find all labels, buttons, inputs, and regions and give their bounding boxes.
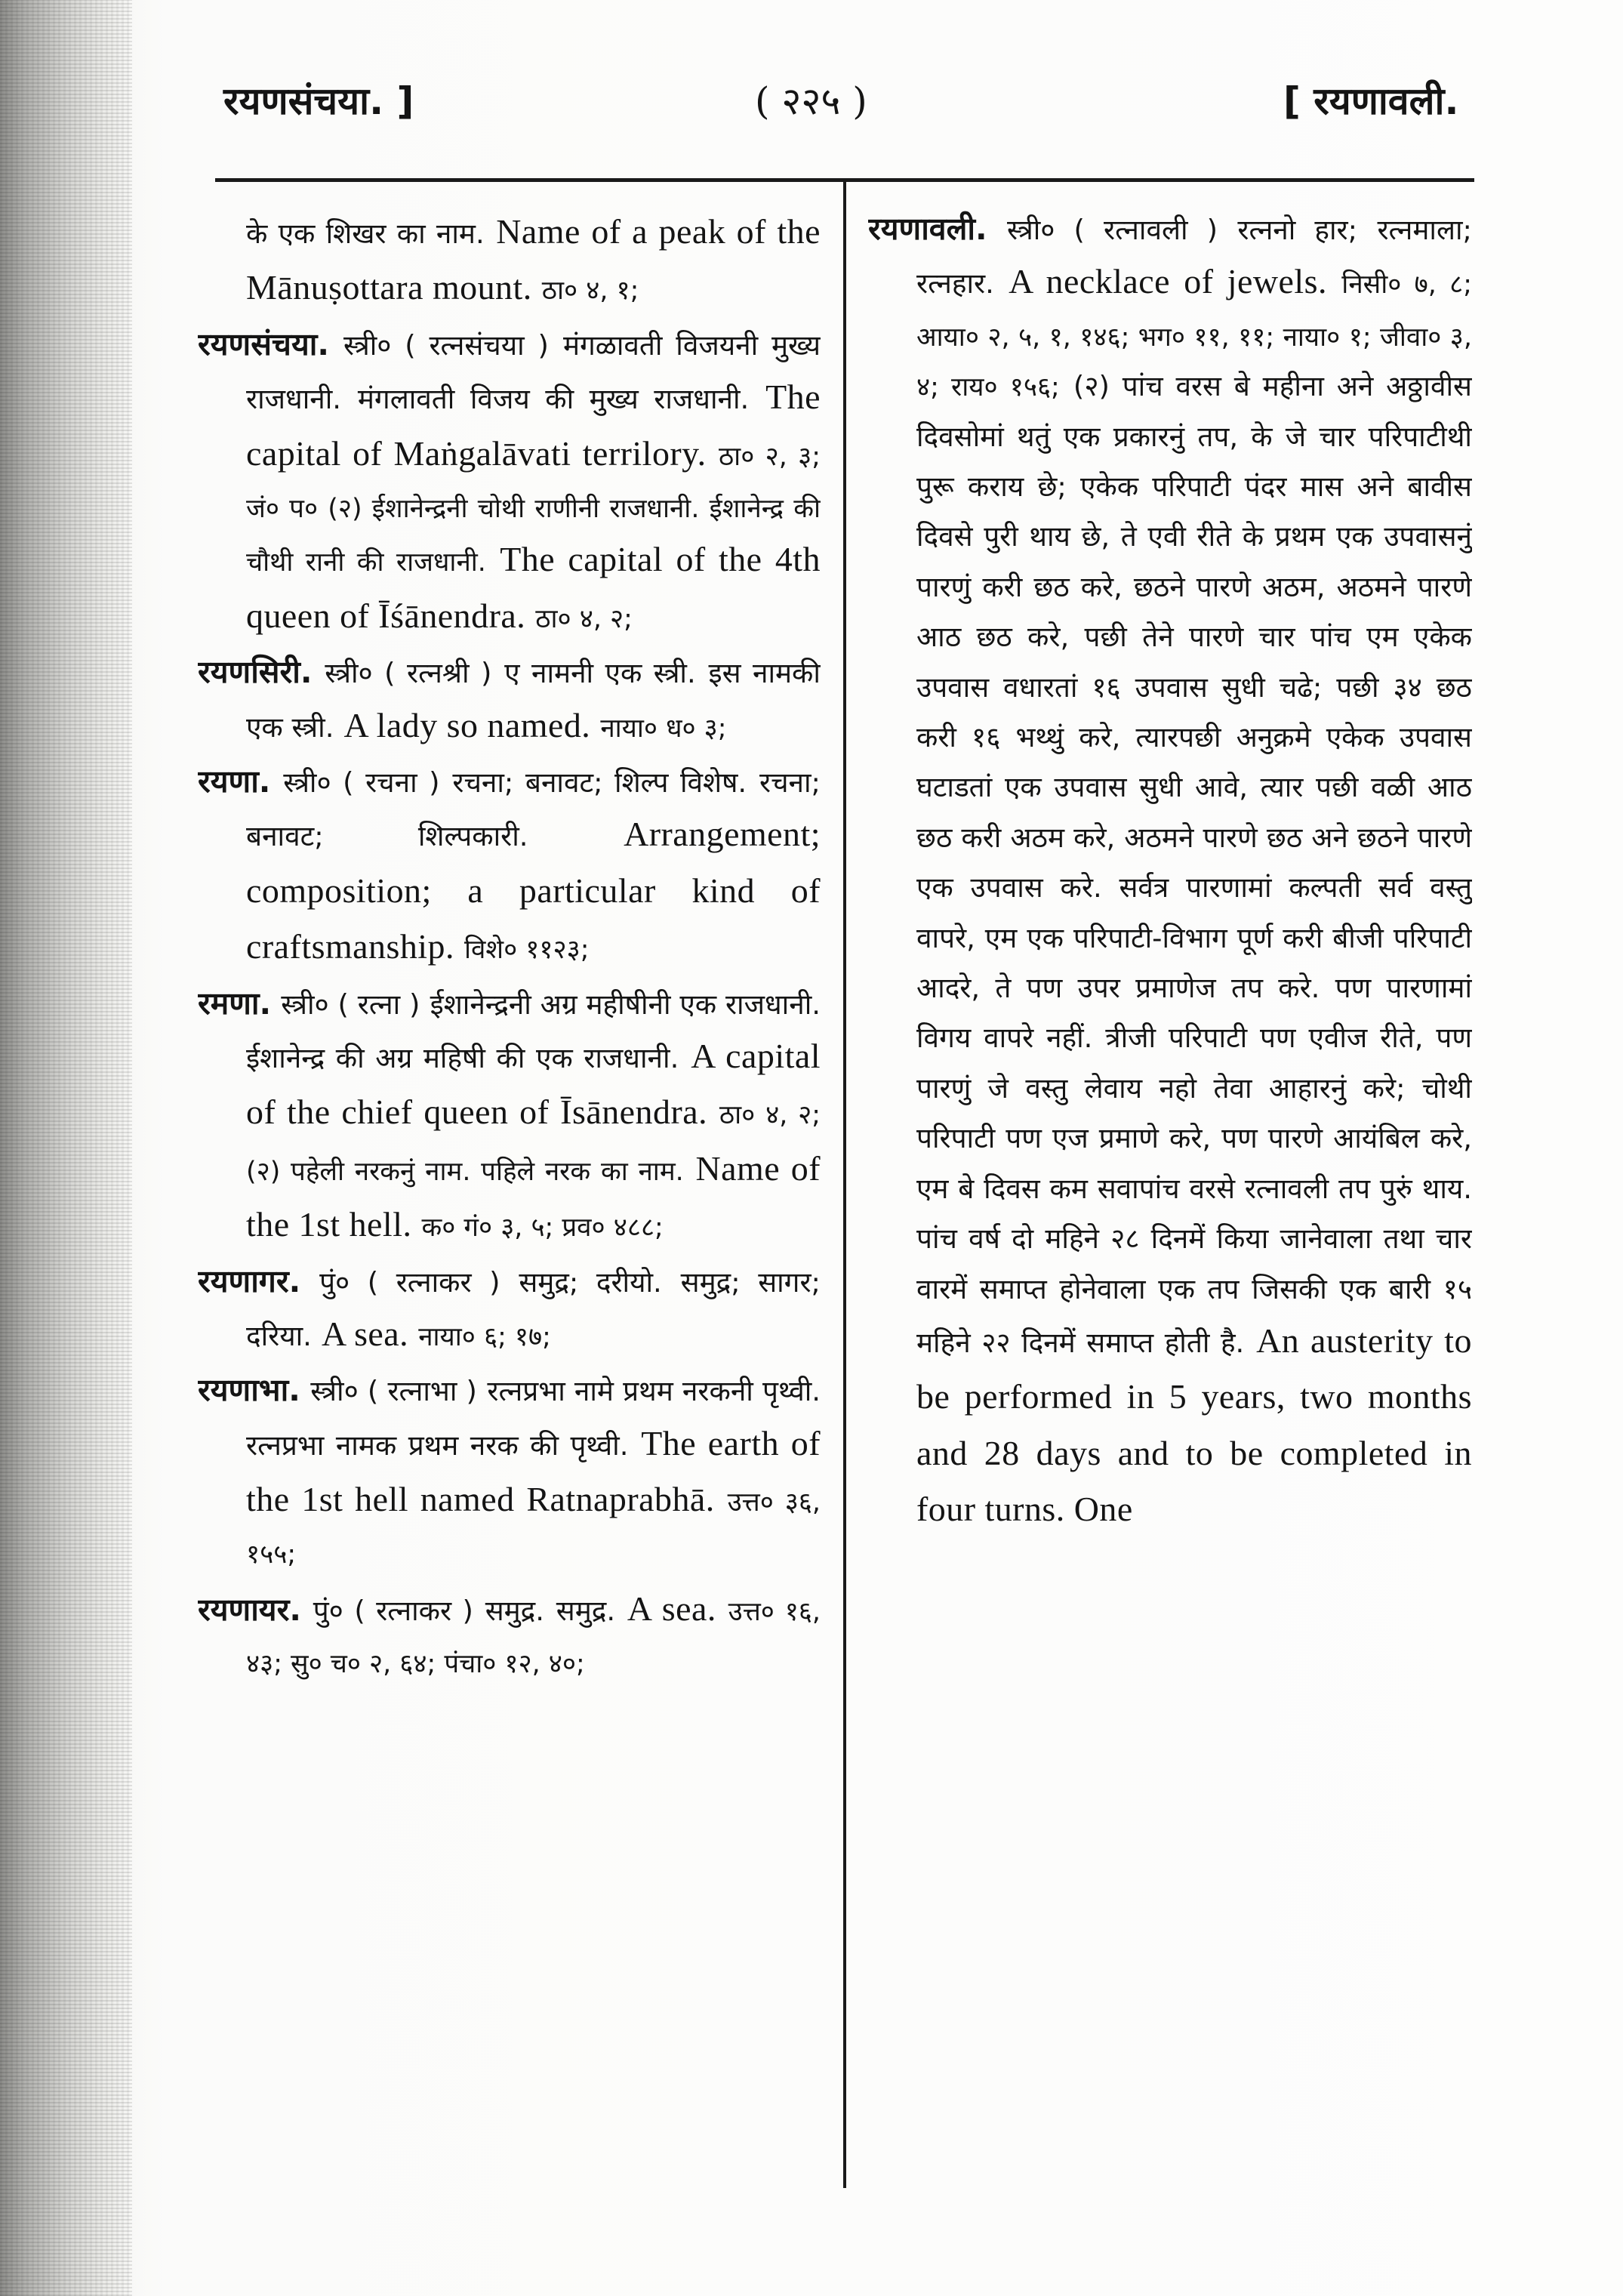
entry-rayanabha xyxy=(198,1365,821,1578)
gujarati-gloss: समुद्र; दरीयो. xyxy=(519,1265,662,1299)
grammar: स्त्री० ( रत्नसंचया ) xyxy=(343,328,549,362)
gujarati-gloss: समुद्र. xyxy=(485,1594,545,1627)
grammar: पुं० ( रत्नाकर ) xyxy=(319,1265,500,1299)
headword: रयणाभा. xyxy=(198,1372,300,1409)
references: नाया० ६; १७; xyxy=(418,1321,551,1352)
hindi-gloss: रचना; बनावट; शिल्पकारी. xyxy=(246,766,821,853)
entry-rayanasancaya xyxy=(198,319,821,644)
hindi-gloss: समुद्र. xyxy=(556,1594,616,1627)
hindi-gloss: रत्नमाला; रत्नहार. xyxy=(916,214,1472,300)
grammar: स्त्री० ( रत्नश्री ) xyxy=(325,657,492,690)
english-gloss-2: An austerity to be performed in 5 years, two months and 28 days and to be completed in four turns. One xyxy=(916,1321,1472,1529)
english-gloss: A capital of the chief queen of Īsānendra. xyxy=(246,1036,821,1132)
hindi-gloss: रत्नप्रभा नामक प्रथम नरक की पृथ्वी. xyxy=(246,1428,629,1462)
hindi-gloss: मंगलावती विजय की मुख्य राजधानी. xyxy=(357,383,750,416)
entry-rayanavali xyxy=(868,204,1472,1537)
grammar: स्त्री० ( रत्ना ) xyxy=(281,988,420,1021)
references: ठा० ४, २; (२) पहेली नरकनुं नाम. पहिले नरक का नाम. xyxy=(246,1100,821,1187)
entry-rayanasiri xyxy=(198,647,821,754)
english-gloss: A lady so named. xyxy=(343,705,591,744)
right-column xyxy=(868,204,1472,2212)
english-gloss: The capital of Maṅgalāvati terrilory. xyxy=(246,378,821,473)
grammar: स्त्री० ( रचना ) xyxy=(283,766,440,799)
headword: रयणागर. xyxy=(198,1262,301,1299)
references-2: ठा० ४, २; xyxy=(535,603,633,634)
running-head-right: [ रयणावली. xyxy=(1283,79,1459,123)
references: विशे० ११२३; xyxy=(464,935,590,966)
entry-ramana xyxy=(198,978,821,1253)
entry-rayanagara xyxy=(198,1256,821,1363)
english-gloss-2: Name of the 1st hell. xyxy=(246,1148,821,1244)
hindi-gloss: इस नामकी एक स्त्री. xyxy=(246,657,821,744)
grammar: स्त्री० ( रत्नावली ) xyxy=(1007,214,1218,246)
english-gloss: A necklace of jewels. xyxy=(1009,262,1327,301)
grammar: स्त्री० ( रत्नाभा ) xyxy=(310,1375,477,1408)
gujarati-gloss: रचना; बनावट; शिल्प विशेष. xyxy=(452,766,747,799)
running-head-left: रयणसंचया. ] xyxy=(223,79,414,123)
english-gloss: Arrangement; composition; a particular kind of craftsmanship. xyxy=(246,815,821,966)
references-2: क० गं० ३, ५; प्रव० ४८८; xyxy=(421,1213,664,1244)
headword: रयणायर. xyxy=(198,1591,301,1628)
entry-rayanayara xyxy=(198,1581,821,1687)
headword: रमणा. xyxy=(198,985,272,1022)
headword: रयणावली. xyxy=(868,211,987,247)
gujarati-gloss: ए नामनी एक स्त्री. xyxy=(504,657,696,690)
headword: रयणसिरी. xyxy=(198,654,313,691)
english-gloss: A sea. xyxy=(321,1314,409,1353)
headword: रयणसंचया. xyxy=(198,325,329,362)
hindi-gloss-2: पांच वर्ष दो महिने २८ दिनमें किया जानेवाला तथा चार वारमें समाप्त होनेवाला एक तप जिसकी एक बारी १५ महिने २२ दिनमें समाप्त होती है. xyxy=(916,1222,1472,1359)
book-binding-shadow xyxy=(0,0,132,2296)
gujarati-gloss: रत्नप्रभा नामे प्रथम नरकनी पृथ्वी. xyxy=(487,1375,821,1408)
references: नाया० ध० ३; xyxy=(600,713,727,744)
gujarati-gloss-2: (२) पांच वरस बे महीना अने अठ्ठावीस दिवसोमां थतुं एक प्रकारनुं तप, के जे चार परिपाटीथी पुरू कराय छे; एकेक परिपाटी पंदर मास अने बावीस दिवसे पुरी थाय छे, ते एवी रीते के प्रथम एक उपवासनुं पारणुं करी छठ करे, छठने पारणे अठम, अठमने पारणे आठ छठ करे, पछी तेने पारणे चार पांच एम एकेक उपवास वधारतां १६ उपवास सुधी चढे; पछी ३४ छठ करी १६ भथ्थुं करे, त्यारपछी अनुक्रमे एकेक उपवास घटाडतां एक उपवास सुधी आवे, त्यार पछी वळी आठ छठ करी अठम करे, अठमने पारणे छठ अने छठने पारणे एक उपवास करे. सर्वत्र पारणामां कल्पती सर्व वस्तु वापरे, एम एक परिपाटी-विभाग पूर्ण करी बीजी परिपाटी आदरे, ते पण उपर प्रमाणेज तप करे. पण पारणामां विगय वापरे नहीं. त्रीजी परिपाटी पण एवीज रीते, पण पारणुं जे वस्तु लेवाय नहो तेवा आहारनुं करे; चोथी परिपाटी पण एज प्रमाणे करे, पण पारणे आयंबिल करे, एम बे दिवस कम सवापांच वरसे रत्नावली तप पुरुं थाय. xyxy=(916,370,1472,1205)
references: ठा० २, ३; जं० प० (२) ईशानेन्द्रनी चोथी राणीनी राजधानी. ईशानेन्द्र की चौथी रानी की राजधानी. xyxy=(246,441,821,578)
column-divider xyxy=(843,180,846,2188)
english-gloss-2: The capital of the 4th queen of Īśānendra. xyxy=(246,540,821,635)
left-column xyxy=(198,204,821,2182)
entry-continuation xyxy=(198,204,821,316)
page-number: ( २२५ ) xyxy=(755,79,867,123)
grammar: पुं० ( रत्नाकर ) xyxy=(313,1594,473,1627)
entry-rayana xyxy=(198,757,821,975)
references: ठा० ४, १; xyxy=(541,276,639,307)
english-gloss: Name of a peak of the Mānuṣottara mount. xyxy=(246,212,821,307)
gujarati-gloss: मंगळावती विजयनी मुख्य राजधानी. xyxy=(246,328,821,416)
hindi-gloss: ईशानेन्द्र की अग्र महिषी की एक राजधानी. xyxy=(246,1041,679,1074)
references: निसी० ७, ८; आया० २, ५, १, १४६; भग० ११, ११; नाया० १; जीवा० ३, ४; राय० १५६; xyxy=(916,270,1472,403)
references: उत्त० १६, ४३; सु० च० २, ६४; पंचा० १२, ४०; xyxy=(246,1596,821,1680)
english-gloss: The earth of the 1st hell named Ratnaprabhā. xyxy=(246,1423,821,1519)
headword: रयणा. xyxy=(198,763,271,800)
english-gloss: A sea. xyxy=(627,1589,716,1628)
hindi-gloss: समुद्र; सागर; दरिया. xyxy=(246,1265,821,1352)
hindi-gloss: के एक शिखर का नाम. xyxy=(246,217,485,250)
references: उत्त० ३६, १५५; xyxy=(246,1487,821,1570)
gujarati-gloss: ईशानेन्द्रनी अग्र महीषीनी एक राजधानी. xyxy=(430,988,821,1021)
gujarati-gloss: रत्ननो हार; xyxy=(1237,214,1358,246)
